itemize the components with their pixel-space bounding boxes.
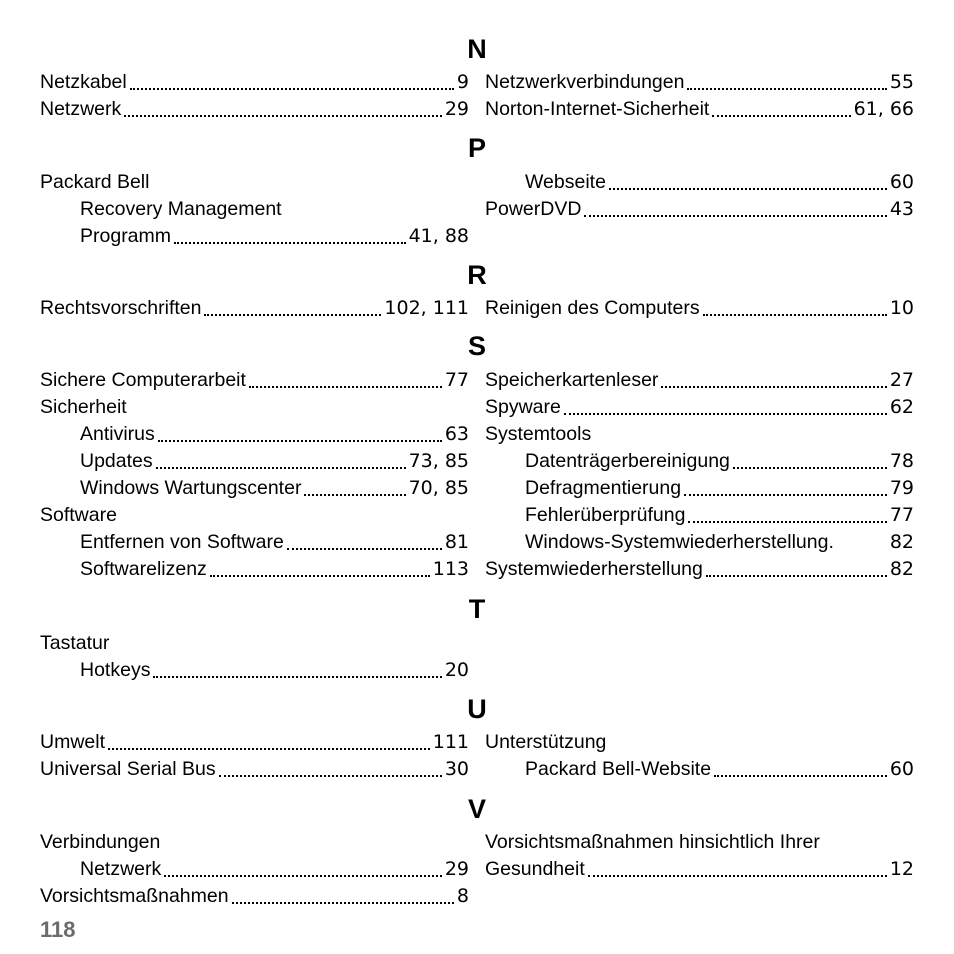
dot-leader	[712, 115, 850, 117]
dot-leader	[219, 775, 442, 777]
page-ref: 70, 85	[408, 477, 469, 499]
dot-leader	[124, 115, 442, 117]
section-letter-p: P	[467, 133, 486, 163]
page-ref: 8	[456, 885, 469, 907]
index-subentry: Defragmentierung 79	[525, 475, 914, 502]
dot-leader	[156, 467, 406, 469]
dot-leader	[564, 413, 887, 415]
dot-leader	[249, 386, 442, 388]
dot-leader	[304, 494, 405, 496]
index-heading: Sicherheit	[40, 396, 127, 418]
index-heading: Packard Bell	[40, 171, 150, 193]
page-ref: 73, 85	[408, 450, 469, 472]
page-ref: 9	[456, 71, 469, 93]
dot-leader	[158, 440, 442, 442]
dot-leader	[588, 875, 887, 877]
index-entry: PowerDVD 43	[485, 196, 914, 223]
index-subentry: Entfernen von Software 81	[80, 529, 469, 556]
index-subentry: Windows-Systemwiederherstellung. 82	[525, 529, 914, 556]
page-number: 118	[40, 917, 76, 942]
index-subentry: Softwarelizenz 113	[80, 556, 469, 583]
index-entry: Norton-Internet-Sicherheit 61, 66	[485, 96, 914, 123]
dot-leader	[174, 242, 406, 244]
page-ref: 78	[889, 450, 914, 472]
index-entry: Vorsichtsmaßnahmen 8	[40, 883, 469, 910]
page-ref: 43	[889, 198, 914, 220]
index-heading: Software	[40, 504, 117, 526]
page-ref: 77	[889, 504, 914, 526]
section-letter-t: T	[468, 594, 486, 624]
page-ref: 20	[444, 659, 469, 681]
index-heading: Tastatur	[40, 632, 110, 654]
index-subentry: Windows Wartungscenter 70, 85	[80, 475, 469, 502]
section-letter-u: U	[467, 694, 487, 724]
dot-leader	[130, 88, 454, 90]
dot-leader	[108, 748, 430, 750]
dot-leader	[661, 386, 886, 388]
dot-leader	[210, 575, 430, 577]
index-entry: Reinigen des Computers 10	[485, 295, 914, 322]
dot-leader	[714, 775, 887, 777]
page-ref: 113	[432, 558, 469, 580]
dot-leader	[733, 467, 887, 469]
index-entry: Speicherkartenleser 27	[485, 367, 914, 394]
page-ref: 82	[889, 558, 914, 580]
page-ref: 10	[889, 297, 914, 319]
index-entry: Netzwerkverbindungen 55	[485, 69, 914, 96]
dot-leader	[703, 314, 887, 316]
section-letter-n: N	[467, 34, 487, 64]
page-ref: 77	[444, 369, 469, 391]
dot-leader	[687, 88, 886, 90]
index-subentry: Updates 73, 85	[80, 448, 469, 475]
index-subentry: Webseite 60	[525, 169, 914, 196]
dot-leader	[684, 494, 887, 496]
page-ref: 102, 111	[384, 297, 469, 319]
page-ref: 27	[889, 369, 914, 391]
dot-leader	[688, 521, 886, 523]
dot-leader	[153, 676, 441, 678]
index-entry: Netzkabel 9	[40, 69, 469, 96]
dot-leader	[232, 902, 454, 904]
index-subentry: Fehlerüberprüfung 77	[525, 502, 914, 529]
page-ref: 82	[889, 531, 914, 553]
page-ref: 41, 88	[408, 225, 469, 247]
section-letter-r: R	[467, 260, 487, 290]
index-entry: Systemwiederherstellung 82	[485, 556, 914, 583]
index-heading: Verbindungen	[40, 831, 161, 853]
page-ref: 79	[889, 477, 914, 499]
index-subentry: Programm 41, 88	[80, 223, 469, 250]
index-subentry: Datenträgerbereinigung 78	[525, 448, 914, 475]
dot-leader	[706, 575, 887, 577]
dot-leader	[584, 215, 886, 217]
page-ref: 111	[432, 731, 469, 753]
page-ref: 30	[444, 758, 469, 780]
index-subentry: Hotkeys 20	[80, 657, 469, 684]
section-letter-s: S	[467, 331, 486, 361]
page-ref: 55	[889, 71, 914, 93]
index-heading: Vorsichtsmaßnahmen hinsichtlich Ihrer	[485, 831, 820, 853]
index-entry: Netzwerk 29	[40, 96, 469, 123]
index-entry: Sichere Computerarbeit 77	[40, 367, 469, 394]
page-ref: 29	[444, 98, 469, 120]
index-heading: Systemtools	[485, 423, 592, 445]
page-ref: 60	[889, 171, 914, 193]
index-subentry: Packard Bell-Website 60	[525, 756, 914, 783]
page-ref: 61, 66	[853, 98, 914, 120]
dot-leader	[609, 188, 887, 190]
page-ref: 29	[444, 858, 469, 880]
index-entry: Gesundheit 12	[485, 856, 914, 883]
page-ref: 81	[444, 531, 469, 553]
page-ref: 63	[444, 423, 469, 445]
index-subentry: Recovery Management	[80, 198, 282, 220]
dot-leader	[204, 314, 381, 316]
dot-leader	[164, 875, 442, 877]
page-ref: 62	[889, 396, 914, 418]
dot-leader	[287, 548, 442, 550]
page-ref: 12	[889, 858, 914, 880]
index-entry: Universal Serial Bus 30	[40, 756, 469, 783]
index-subentry: Netzwerk 29	[80, 856, 469, 883]
index-entry: Spyware 62	[485, 394, 914, 421]
page-ref: 60	[889, 758, 914, 780]
section-letter-v: V	[467, 794, 486, 824]
index-subentry: Antivirus 63	[80, 421, 469, 448]
index-entry: Rechtsvorschriften 102, 111	[40, 295, 469, 322]
index-entry: Umwelt 111	[40, 729, 469, 756]
index-heading: Unterstützung	[485, 731, 607, 753]
